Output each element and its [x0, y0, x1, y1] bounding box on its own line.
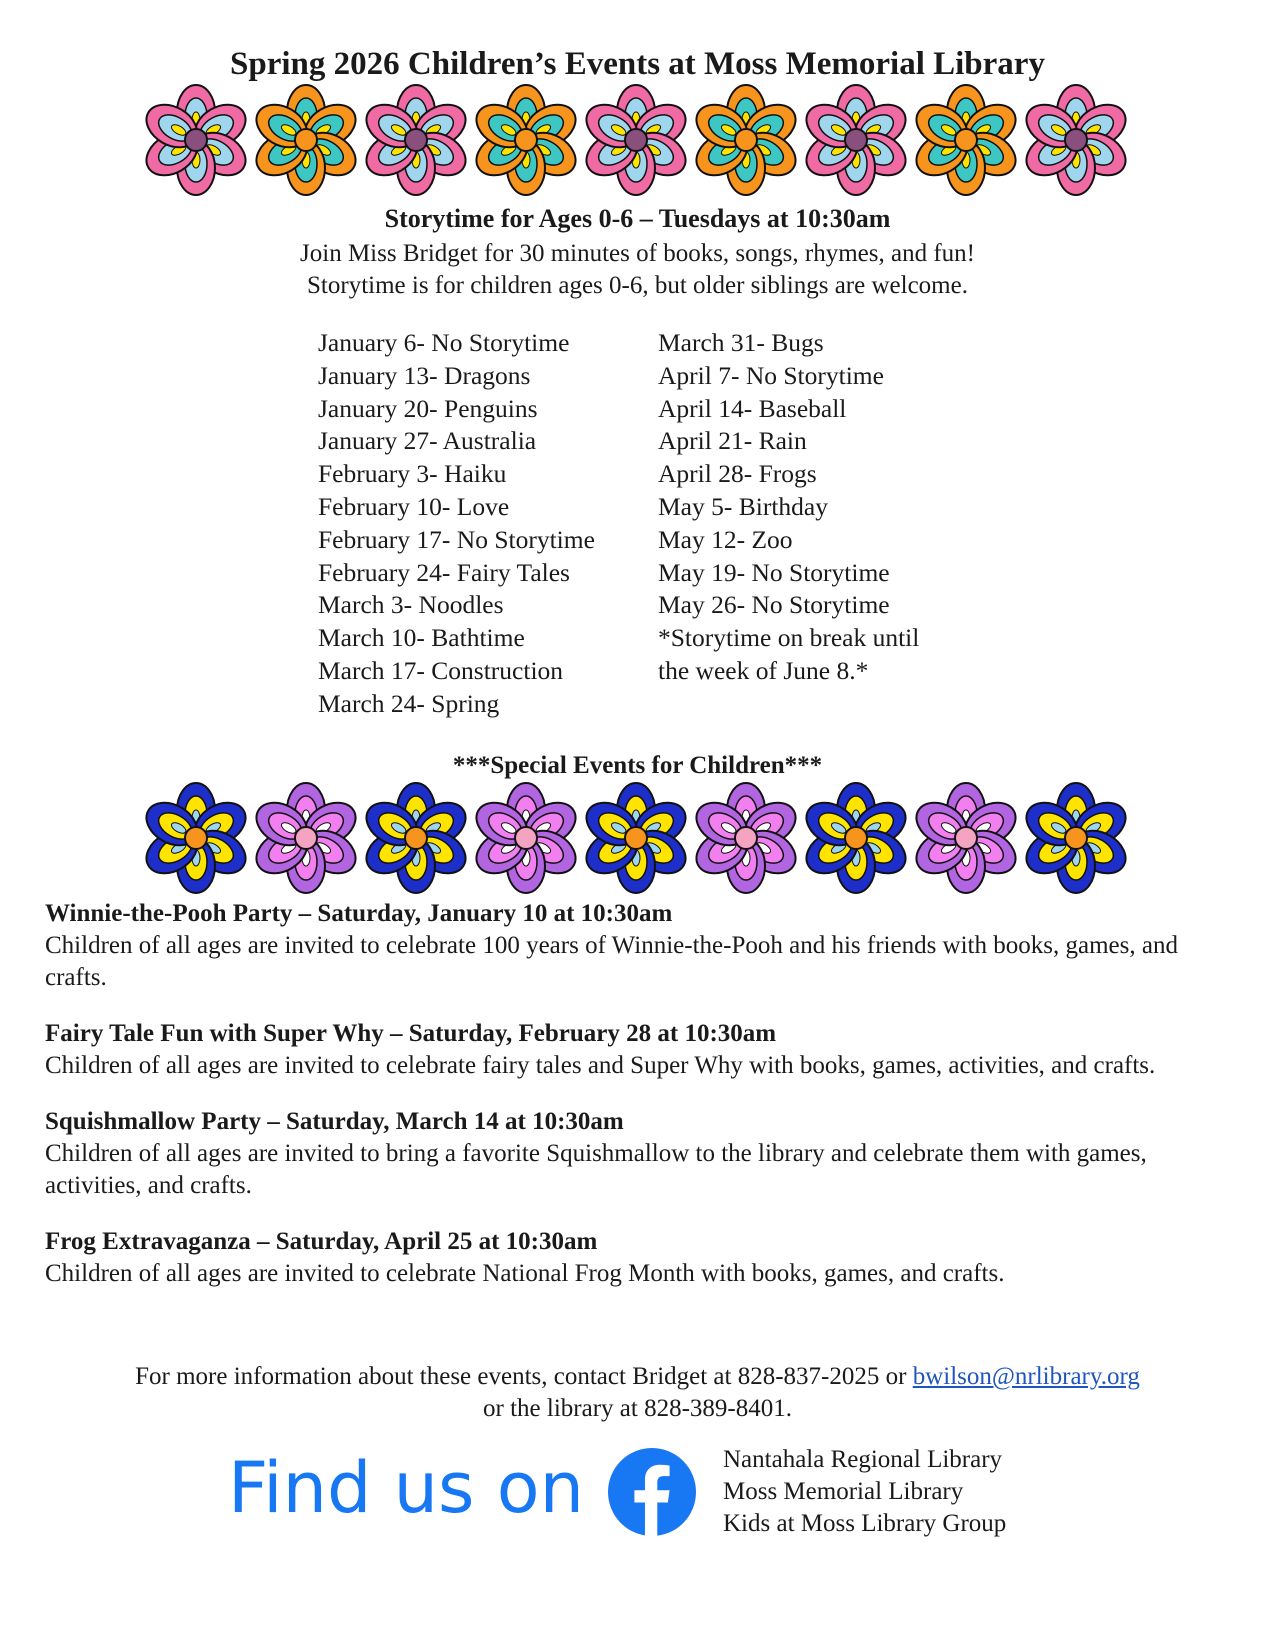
event-title: Squishmallow Party – Saturday, March 14 at 10:30am	[45, 1108, 624, 1135]
schedule-entry: May 12- Zoo	[658, 524, 793, 554]
contact-line-1	[0, 1361, 1275, 1393]
flower-icon	[799, 85, 913, 195]
schedule-entry: March 31- Bugs	[658, 328, 824, 357]
event-item	[45, 898, 1245, 994]
event-item	[45, 1018, 1245, 1082]
storytime-intro-line: Join Miss Bridget for 30 minutes of books, songs, rhymes, and fun!	[300, 240, 975, 267]
storytime-heading: Storytime for Ages 0-6 – Tuesdays at 10:30am	[384, 204, 891, 233]
contact-prefix: For more information about these events, contact Bridget at 828-837-2025 or	[135, 1363, 913, 1390]
schedule-entry: *Storytime on break until	[658, 623, 920, 653]
flower-icon	[689, 85, 803, 195]
schedule-entry: April 21- Rain	[658, 426, 807, 456]
flower-icon	[469, 85, 583, 195]
schedule-entry: January 6- No Storytime	[318, 328, 570, 357]
flower-border-bottom-art	[0, 782, 1275, 894]
special-events-heading: ***Special Events for Children***	[452, 752, 823, 779]
event-title: Frog Extravaganza – Saturday, April 25 at 10:30am	[45, 1228, 598, 1255]
schedule-entry: April 7- No Storytime	[658, 360, 884, 390]
event-description: Children of all ages are invited to celebrate fairy tales and Super Why with books, games, activities, and crafts.	[45, 1052, 1156, 1079]
top-flower-border	[0, 84, 1275, 196]
event-description: Children of all ages are invited to celebrate National Frog Month with books, games, and crafts.	[45, 1260, 1005, 1287]
schedule-entry: January 13- Dragons	[318, 360, 531, 390]
flower-icon	[469, 783, 583, 893]
facebook-group-name: Moss Memorial Library	[723, 1478, 964, 1505]
storytime-intro-line: Storytime is for children ages 0-6, but older siblings are welcome.	[307, 272, 968, 299]
schedule-entry: March 24- Spring	[318, 688, 500, 718]
flower-icon	[1019, 85, 1133, 195]
schedule-column-right	[658, 327, 919, 688]
schedule-entry: February 17- No Storytime	[318, 524, 595, 554]
flower-icon	[359, 85, 473, 195]
schedule-entry: February 3- Haiku	[318, 459, 507, 489]
flower-icon	[359, 783, 473, 893]
flower-icon	[909, 783, 1023, 893]
flower-border-top-art	[0, 84, 1275, 196]
bottom-flower-border	[0, 782, 1275, 894]
flower-icon	[799, 783, 913, 893]
schedule-entry: April 28- Frogs	[658, 459, 817, 489]
schedule-entry: March 3- Noodles	[318, 590, 504, 620]
facebook-group-name: Kids at Moss Library Group	[723, 1510, 1007, 1537]
facebook-group-name: Nantahala Regional Library	[723, 1446, 1003, 1473]
flower-icon	[249, 85, 363, 195]
facebook-icon[interactable]	[608, 1448, 696, 1536]
flower-icon	[1019, 783, 1133, 893]
schedule-entry: May 5- Birthday	[658, 491, 828, 521]
schedule-entry: the week of June 8.*	[658, 655, 869, 685]
schedule-entry: February 10- Love	[318, 491, 510, 521]
schedule-entry: March 17- Construction	[318, 655, 564, 685]
schedule-entry: January 27- Australia	[318, 426, 537, 456]
event-description: Children of all ages are invited to celebrate 100 years of Winnie-the-Pooh and his friends with books, games, and crafts.	[45, 932, 1178, 991]
schedule-entry: March 10- Bathtime	[318, 623, 525, 653]
flower-icon	[249, 783, 363, 893]
schedule-entry: May 26- No Storytime	[658, 590, 890, 620]
event-description: Children of all ages are invited to bring a favorite Squishmallow to the library and celebrate them with games, activities, and crafts.	[45, 1140, 1147, 1199]
schedule-column-left	[318, 327, 595, 721]
event-item	[45, 1226, 1245, 1290]
facebook-groups	[723, 1444, 1006, 1540]
storytime-intro	[0, 238, 1275, 302]
flower-icon	[909, 85, 1023, 195]
contact-line-2: or the library at 828-389-8401.	[483, 1395, 792, 1422]
event-item	[45, 1106, 1245, 1202]
contact-info	[0, 1361, 1275, 1425]
event-title: Fairy Tale Fun with Super Why – Saturday, February 28 at 10:30am	[45, 1020, 777, 1047]
find-us-on-text: Find us on	[228, 1447, 584, 1529]
schedule-entry: January 20- Penguins	[318, 393, 538, 423]
flower-icon	[579, 85, 693, 195]
email-link[interactable]: bwilson@nrlibrary.org	[912, 1363, 1140, 1390]
event-title: Winnie-the-Pooh Party – Saturday, January 10 at 10:30am	[45, 900, 673, 927]
schedule-entry: April 14- Baseball	[658, 393, 847, 423]
flower-icon	[579, 783, 693, 893]
schedule-entry: February 24- Fairy Tales	[318, 557, 570, 587]
events-list	[45, 898, 1245, 1314]
flower-icon	[689, 783, 803, 893]
flower-icon	[139, 85, 253, 195]
page-title: Spring 2026 Children’s Events at Moss Memorial Library	[230, 46, 1045, 82]
flower-icon	[139, 783, 253, 893]
schedule-entry: May 19- No Storytime	[658, 557, 890, 587]
